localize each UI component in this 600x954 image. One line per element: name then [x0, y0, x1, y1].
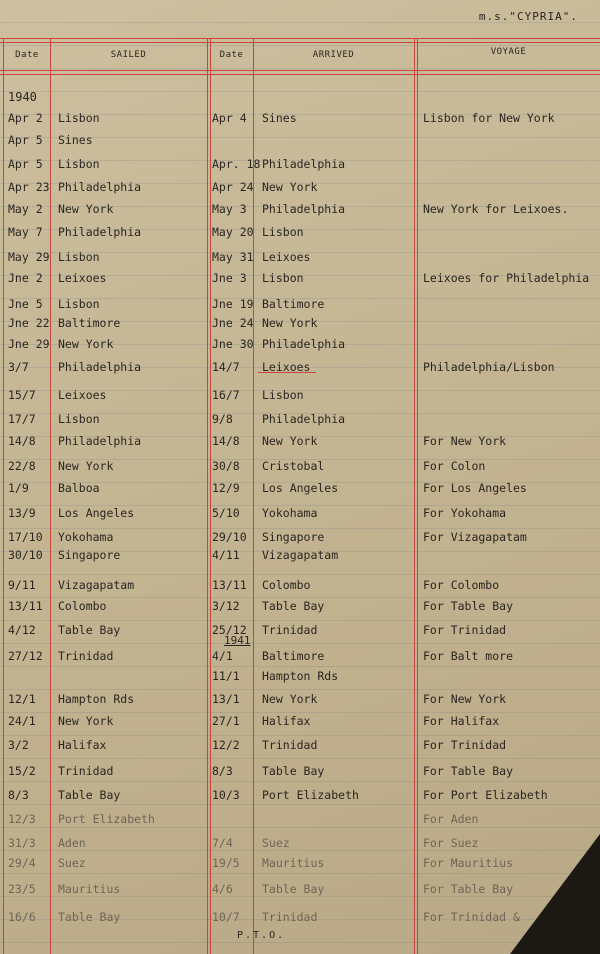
arrived-port: Baltimore	[262, 649, 325, 663]
arrived-port: Philadelphia	[262, 412, 346, 426]
arrived-port: Trinidad	[262, 910, 318, 924]
arrived-port: Hampton Rds	[262, 669, 339, 683]
log-row	[0, 738, 600, 756]
arrived-date: May 3	[212, 202, 247, 216]
arrived-port: Yokohama	[262, 506, 318, 520]
log-row	[0, 578, 600, 596]
arrived-date: Apr 4	[212, 111, 247, 125]
arrived-port: Leixoes	[262, 360, 311, 374]
sailed-date: 29/4	[8, 856, 36, 870]
voyage: Philadelphia/Lisbon	[423, 360, 555, 374]
arrived-port: Table Bay	[262, 764, 325, 778]
log-row	[0, 812, 600, 830]
arrived-date: Jne 3	[212, 271, 247, 285]
log-row	[0, 388, 600, 406]
voyage: For New York	[423, 434, 507, 448]
log-row	[0, 225, 600, 243]
arrived-port: Lisbon	[262, 388, 304, 402]
arrived-port: Baltimore	[262, 297, 325, 311]
sailed-date: 13/11	[8, 599, 43, 613]
sailed-date: 17/10	[8, 530, 43, 544]
sailed-port: Baltimore	[58, 316, 121, 330]
arrived-port: New York	[262, 316, 318, 330]
sailed-port: Lisbon	[58, 297, 100, 311]
arrived-date: 30/8	[212, 459, 240, 473]
sailed-port: Table Bay	[58, 910, 121, 924]
voyage: Leixoes for Philadelphia	[423, 271, 590, 285]
voyage: For Table Bay	[423, 882, 514, 896]
log-row	[0, 271, 600, 289]
sailed-port: Mauritius	[58, 882, 121, 896]
sailed-port: Aden	[58, 836, 86, 850]
sailed-port: Philadelphia	[58, 180, 142, 194]
sailed-date: 24/1	[8, 714, 36, 728]
arrived-port: Lisbon	[262, 271, 304, 285]
sailed-date: 12/1	[8, 692, 36, 706]
voyage: New York for Leixoes.	[423, 202, 569, 216]
log-row	[0, 459, 600, 477]
sailed-date: May 7	[8, 225, 43, 239]
sailed-date: Apr 2	[8, 111, 43, 125]
sailed-port: Vizagapatam	[58, 578, 135, 592]
arrived-port: New York	[262, 434, 318, 448]
arrived-date: 12/2	[212, 738, 240, 752]
arrived-date: Apr. 18	[212, 157, 261, 171]
log-row	[0, 434, 600, 452]
arrived-date: 14/8	[212, 434, 240, 448]
arrived-date: 3/12	[212, 599, 240, 613]
arrived-date: 25/12	[212, 623, 247, 637]
sailed-date: 14/8	[8, 434, 36, 448]
arrived-date: 4/11	[212, 548, 240, 562]
sailed-port: Lisbon	[58, 412, 100, 426]
sailed-port: Port Elizabeth	[58, 812, 155, 826]
arrived-date: 14/7	[212, 360, 240, 374]
year-label-1941: 1941	[224, 634, 251, 647]
voyage: For Table Bay	[423, 764, 514, 778]
header-rule-bottom-2	[0, 74, 600, 75]
arrived-port: New York	[262, 692, 318, 706]
sailed-date: 22/8	[8, 459, 36, 473]
arrived-date: May 31	[212, 250, 254, 264]
sailed-port: Leixoes	[58, 271, 107, 285]
log-row	[0, 337, 600, 355]
arrived-port: Trinidad	[262, 738, 318, 752]
arrived-date: 7/4	[212, 836, 233, 850]
arrived-date: Jne 24	[212, 316, 254, 330]
log-row	[0, 157, 600, 175]
sailed-port: Philadelphia	[58, 225, 142, 239]
arrived-date: Jne 30	[212, 337, 254, 351]
sailed-port: Sines	[58, 133, 93, 147]
sailed-date: 1/9	[8, 481, 29, 495]
arrived-date: 4/1	[212, 649, 233, 663]
arrived-date: 9/8	[212, 412, 233, 426]
log-row	[0, 506, 600, 524]
arrived-port: Colombo	[262, 578, 311, 592]
sailed-port: New York	[58, 459, 114, 473]
sailed-date: 15/2	[8, 764, 36, 778]
voyage: For Vizagapatam	[423, 530, 527, 544]
arrived-date: 5/10	[212, 506, 240, 520]
arrived-date: 16/7	[212, 388, 240, 402]
log-row	[0, 202, 600, 220]
sailed-port: Philadelphia	[58, 434, 142, 448]
voyage: For Mauritius	[423, 856, 514, 870]
sailed-date: Jne 22	[8, 316, 50, 330]
sailed-date: Jne 5	[8, 297, 43, 311]
sailed-date: 30/10	[8, 548, 43, 562]
arrived-date: Apr 24	[212, 180, 254, 194]
log-row	[0, 692, 600, 710]
sailed-date: Jne 29	[8, 337, 50, 351]
header-date-arrived: Date	[219, 50, 244, 60]
voyage: For Trinidad &	[423, 910, 520, 924]
header-rule-bottom	[0, 70, 600, 71]
sailed-date: 12/3	[8, 812, 36, 826]
log-row	[0, 316, 600, 334]
sailed-date: Apr 5	[8, 157, 43, 171]
log-row	[0, 669, 600, 687]
sailed-date: Apr 23	[8, 180, 50, 194]
header-sailed: SAILED	[110, 50, 147, 60]
voyage: For Trinidad	[423, 738, 507, 752]
header-arrived: ARRIVED	[312, 50, 355, 60]
sailed-date: 8/3	[8, 788, 29, 802]
arrived-port: Sines	[262, 111, 297, 125]
sailed-date: 4/12	[8, 623, 36, 637]
arrived-date: 12/9	[212, 481, 240, 495]
sailed-port: Philadelphia	[58, 360, 142, 374]
sailed-date: May 2	[8, 202, 43, 216]
sailed-port: New York	[58, 714, 114, 728]
arrived-port: Los Angeles	[262, 481, 339, 495]
arrived-date: 10/3	[212, 788, 240, 802]
arrived-port: Port Elizabeth	[262, 788, 359, 802]
arrived-port: Table Bay	[262, 599, 325, 613]
log-row	[0, 548, 600, 566]
log-row	[0, 599, 600, 617]
arrived-date: 11/1	[212, 669, 240, 683]
sailed-port: Yokohama	[58, 530, 114, 544]
sailed-port: Leixoes	[58, 388, 107, 402]
sailed-port: New York	[58, 337, 114, 351]
log-row	[0, 180, 600, 198]
sailed-port: Table Bay	[58, 623, 121, 637]
voyage: For Halifax	[423, 714, 500, 728]
ship-name: m.s."CYPRIA".	[478, 10, 578, 23]
sailed-date: 23/5	[8, 882, 36, 896]
arrived-port: Table Bay	[262, 882, 325, 896]
voyage: For Aden	[423, 812, 479, 826]
sailed-port: New York	[58, 202, 114, 216]
arrived-date: May 20	[212, 225, 254, 239]
log-row	[0, 764, 600, 782]
sailed-port: Lisbon	[58, 157, 100, 171]
log-row	[0, 530, 600, 548]
arrived-date: 4/6	[212, 882, 233, 896]
voyage: For Los Angeles	[423, 481, 527, 495]
log-row	[0, 481, 600, 499]
log-row	[0, 250, 600, 268]
arrived-date: 29/10	[212, 530, 247, 544]
arrived-port: Suez	[262, 836, 290, 850]
voyage: For Trinidad	[423, 623, 507, 637]
sailed-port: Trinidad	[58, 649, 114, 663]
arrived-date: 13/11	[212, 578, 247, 592]
arrived-date: 10/7	[212, 910, 240, 924]
arrived-port: Singapore	[262, 530, 325, 544]
arrived-port: Leixoes	[262, 250, 311, 264]
sailed-date: 16/6	[8, 910, 36, 924]
arrived-port: Trinidad	[262, 623, 318, 637]
sailed-date: 3/2	[8, 738, 29, 752]
sailed-port: Suez	[58, 856, 86, 870]
log-row	[0, 297, 600, 315]
log-row	[0, 649, 600, 667]
sailed-date: 27/12	[8, 649, 43, 663]
sailed-date: 13/9	[8, 506, 36, 520]
page-turn-note: P.T.O.	[237, 930, 286, 941]
sailed-port: Hampton Rds	[58, 692, 135, 706]
header-rule-top-2	[0, 42, 600, 43]
log-row	[0, 714, 600, 732]
voyage: For Table Bay	[423, 599, 514, 613]
sailed-date: Apr 5	[8, 133, 43, 147]
arrived-port: Mauritius	[262, 856, 325, 870]
sailed-date: 15/7	[8, 388, 36, 402]
log-row	[0, 412, 600, 430]
sailed-date: 9/11	[8, 578, 36, 592]
sailed-date: 3/7	[8, 360, 29, 374]
sailed-port: Singapore	[58, 548, 121, 562]
arrived-port: Cristobal	[262, 459, 325, 473]
sailed-port: Balboa	[58, 481, 100, 495]
sailed-port: Trinidad	[58, 764, 114, 778]
arrived-date: Jne 19	[212, 297, 254, 311]
log-row	[0, 133, 600, 151]
sailed-port: Colombo	[58, 599, 107, 613]
torn-corner-shadow	[540, 934, 600, 954]
voyage: For Colombo	[423, 578, 500, 592]
voyage: Lisbon for New York	[423, 111, 555, 125]
voyage: For Balt more	[423, 649, 514, 663]
voyage: For Suez	[423, 836, 479, 850]
voyage: For Colon	[423, 459, 486, 473]
arrived-port: Philadelphia	[262, 337, 346, 351]
arrived-date: 27/1	[212, 714, 240, 728]
sailed-date: May 29	[8, 250, 50, 264]
sailed-port: Los Angeles	[58, 506, 135, 520]
sailed-date: 17/7	[8, 412, 36, 426]
sailed-port: Halifax	[58, 738, 107, 752]
log-row	[0, 360, 600, 378]
arrived-port: Vizagapatam	[262, 548, 339, 562]
arrived-date: 8/3	[212, 764, 233, 778]
sailed-date: 31/3	[8, 836, 36, 850]
year-label: 1940	[8, 90, 37, 104]
log-row	[0, 788, 600, 806]
arrived-port: Philadelphia	[262, 202, 346, 216]
voyage: For New York	[423, 692, 507, 706]
arrived-port: Philadelphia	[262, 157, 346, 171]
log-row	[0, 111, 600, 129]
log-row	[0, 623, 600, 641]
arrived-date: 13/1	[212, 692, 240, 706]
sailed-date: Jne 2	[8, 271, 43, 285]
arrived-date: 19/5	[212, 856, 240, 870]
voyage: For Yokohama	[423, 506, 507, 520]
voyage: For Port Elizabeth	[423, 788, 548, 802]
header-date-sailed: Date	[15, 50, 39, 60]
header-rule-top	[0, 38, 600, 39]
sailed-port: Table Bay	[58, 788, 121, 802]
header-voyage: VOYAGE	[490, 47, 527, 57]
arrived-port: Lisbon	[262, 225, 304, 239]
sailed-port: Lisbon	[58, 250, 100, 264]
arrived-port: Halifax	[262, 714, 311, 728]
sailed-port: Lisbon	[58, 111, 100, 125]
arrived-port: New York	[262, 180, 318, 194]
